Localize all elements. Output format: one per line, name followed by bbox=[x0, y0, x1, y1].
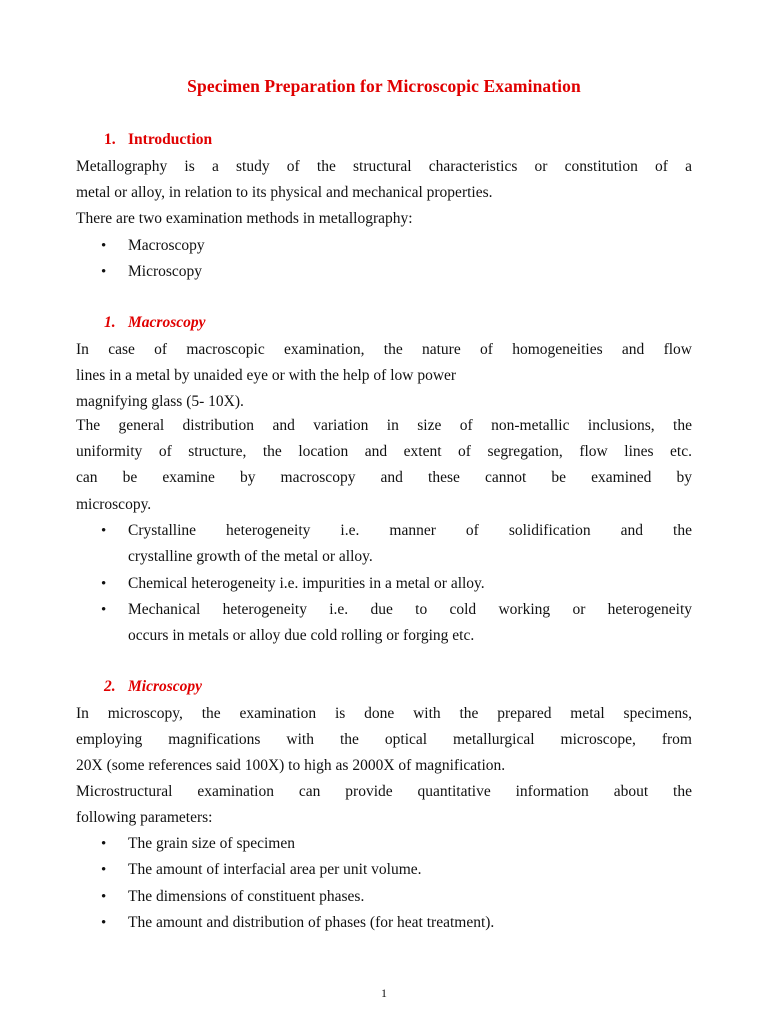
bullet-icon: • bbox=[101, 576, 107, 592]
introduction-title: Introduction bbox=[128, 131, 213, 148]
bullet-icon: • bbox=[101, 523, 107, 539]
bullet-icon: • bbox=[101, 602, 107, 618]
bullet-icon: • bbox=[101, 889, 107, 905]
list-item-text: Microscopy bbox=[128, 263, 203, 280]
macroscopy-paragraph-1 bbox=[76, 337, 692, 416]
bullet-icon: • bbox=[101, 264, 107, 280]
paragraph-line: metal or alloy, in relation to its physical and mechanical properties. bbox=[76, 184, 493, 202]
list-item-text: Crystalline heterogeneity i.e. manner of solidification and the bbox=[128, 522, 692, 539]
macroscopy-heading bbox=[104, 314, 206, 332]
paragraph-line: employing magnifications with the optical metallurgical microscope, from bbox=[76, 731, 692, 749]
document-title: Specimen Preparation for Microscopic Examination bbox=[187, 76, 581, 96]
macroscopy-paragraph-2 bbox=[76, 413, 692, 518]
introduction-paragraph bbox=[76, 154, 692, 233]
paragraph-line: following parameters: bbox=[76, 809, 213, 827]
list-item-text: The grain size of specimen bbox=[128, 835, 295, 852]
page-number: 1 bbox=[381, 986, 387, 1000]
list-item-text: The amount of interfacial area per unit volume. bbox=[128, 861, 422, 878]
paragraph-line: microscopy. bbox=[76, 495, 152, 513]
list-item-text: The dimensions of constituent phases. bbox=[128, 888, 365, 905]
list-item-text: occurs in metals or alloy due cold rolling or forging etc. bbox=[128, 627, 475, 645]
list-item-text: Mechanical heterogeneity i.e. due to cold working or heterogeneity bbox=[128, 601, 692, 618]
macroscopy-number: 1. bbox=[104, 314, 116, 331]
methods-intro: There are two examination methods in metallography: bbox=[76, 210, 413, 228]
microscopy-paragraph-1 bbox=[76, 701, 692, 780]
paragraph-line: The general distribution and variation in size of non-metallic inclusions, the bbox=[76, 417, 692, 434]
list-item-text: Macroscopy bbox=[128, 237, 205, 254]
paragraph-line: uniformity of structure, the location and extent of segregation, flow lines etc. bbox=[76, 443, 692, 461]
introduction-heading bbox=[104, 131, 212, 149]
list-item-text: Chemical heterogeneity i.e. impurities in a metal or alloy. bbox=[128, 575, 485, 592]
paragraph-line: 20X (some references said 100X) to high as 2000X of magnification. bbox=[76, 757, 506, 775]
paragraph-line: Microstructural examination can provide quantitative information about the bbox=[76, 783, 692, 800]
microscopy-paragraph-2 bbox=[76, 779, 692, 831]
bullet-icon: • bbox=[101, 238, 107, 254]
list-item-text: crystalline growth of the metal or alloy. bbox=[128, 548, 373, 566]
paragraph-line: In case of macroscopic examination, the nature of homogeneities and flow bbox=[76, 341, 692, 358]
introduction-number: 1. bbox=[104, 131, 116, 148]
paragraph-line: lines in a metal by unaided eye or with the help of low power bbox=[76, 367, 457, 385]
bullet-icon: • bbox=[101, 915, 107, 931]
microscopy-title: Microscopy bbox=[128, 678, 203, 695]
list-item-text: The amount and distribution of phases (for heat treatment). bbox=[128, 914, 495, 931]
microscopy-heading bbox=[104, 678, 202, 696]
macroscopy-title: Macroscopy bbox=[128, 314, 206, 331]
paragraph-line: In microscopy, the examination is done with the prepared metal specimens, bbox=[76, 705, 692, 722]
bullet-icon: • bbox=[101, 862, 107, 878]
bullet-icon: • bbox=[101, 836, 107, 852]
microscopy-number: 2. bbox=[104, 678, 116, 695]
paragraph-line: Metallography is a study of the structural characteristics or constitution of a bbox=[76, 158, 692, 175]
paragraph-line: magnifying glass (5- 10X). bbox=[76, 393, 244, 411]
paragraph-line: can be examine by macroscopy and these cannot be examined by bbox=[76, 469, 692, 487]
